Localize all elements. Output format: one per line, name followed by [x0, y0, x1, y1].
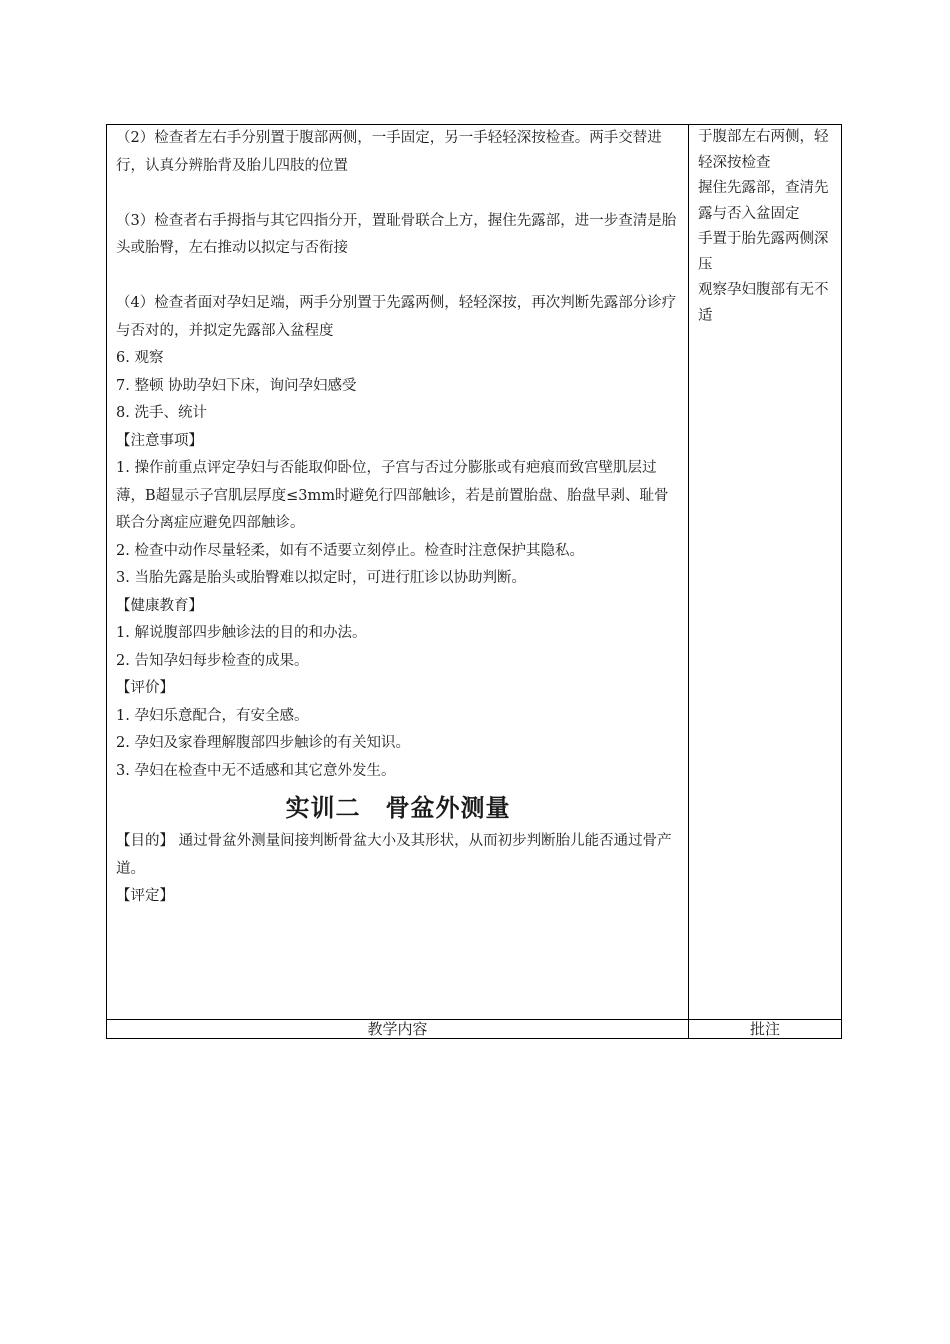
step-paragraph: （4）检查者面对孕妇足端，两手分别置于先露两侧，轻轻深按，再次判断先露部分诊疗与否对的，并拟定先露部入盆程度 — [116, 295, 677, 339]
blank-line — [116, 263, 680, 291]
purpose-paragraph: 【目的】 通过骨盆外测量间接判断骨盆大小及其形状，从而初步判断胎儿能否通过骨产道。 — [116, 833, 672, 877]
heading-health-education: 【健康教育】 — [116, 597, 203, 614]
annotation-cell — [689, 125, 841, 1019]
heading-precautions: 【注意事项】 — [116, 432, 203, 449]
evaluation-item: 1. 孕妇乐意配合，有安全感。 — [116, 707, 309, 724]
education-item: 2. 告知孕妇每步检查的成果。 — [116, 652, 309, 669]
annotation-note: 手置于胎先露两侧深压 — [698, 231, 829, 273]
precaution-item: 1. 操作前重点评定孕妇与否能取仰卧位，子宫与否过分膨胀或有疤痕而致宫壁肌层过薄，B超显示子宫肌层厚度≤3mm时避免行四部触诊，若是前置胎盘、胎盘早剥、耻骨联合分离症应避免四部触诊。 — [116, 460, 669, 531]
precaution-item: 3. 当胎先露是胎头或胎臀难以拟定时，可进行肛诊以协助判断。 — [116, 570, 526, 586]
evaluation-item: 3. 孕妇在检查中无不适感和其它意外发生。 — [116, 762, 396, 779]
heading-assessment: 【评定】 — [116, 888, 174, 904]
footer-teaching-content-label: 教学内容 — [107, 1020, 689, 1039]
heading-evaluation: 【评价】 — [116, 680, 174, 696]
precaution-item: 2. 检查中动作尽量轻柔，如有不适要立刻停止。检查时注意保护其隐私。 — [116, 542, 584, 559]
evaluation-item: 2. 孕妇及家眷理解腹部四步触诊的有关知识。 — [116, 735, 410, 751]
table-footer-row — [107, 1019, 841, 1038]
teaching-content-cell — [107, 125, 689, 1019]
section-title: 实训二 骨盆外测量 — [285, 794, 511, 822]
step-paragraph: （2）检查者左右手分别置于腹部两侧，一手固定，另一手轻轻深按检查。两手交替进行，认真分辨胎背及胎儿四肢的位置 — [116, 130, 662, 174]
annotation-note: 观察孕妇腹部有无不适 — [698, 282, 829, 324]
step-paragraph: 7. 整顿 协助孕妇下床，询问孕妇感受 — [116, 377, 357, 394]
step-paragraph: （3）检查者右手拇指与其它四指分开，置耻骨联合上方，握住先露部，进一步查清是胎头或胎臀，左右推动以拟定与否衔接 — [116, 212, 677, 256]
blank-line — [116, 180, 680, 208]
footer-annotation-label: 批注 — [749, 1020, 780, 1038]
annotation-note: 于腹部左右两侧，轻轻深按检查 — [698, 129, 829, 171]
step-paragraph: 8. 洗手、统计 — [116, 405, 207, 421]
lesson-table — [106, 124, 842, 1039]
annotation-note: 握住先露部，查清先露与否入盆固定 — [698, 180, 829, 222]
education-item: 1. 解说腹部四步触诊法的目的和办法。 — [116, 625, 367, 641]
step-paragraph: 6. 观察 — [116, 350, 164, 366]
